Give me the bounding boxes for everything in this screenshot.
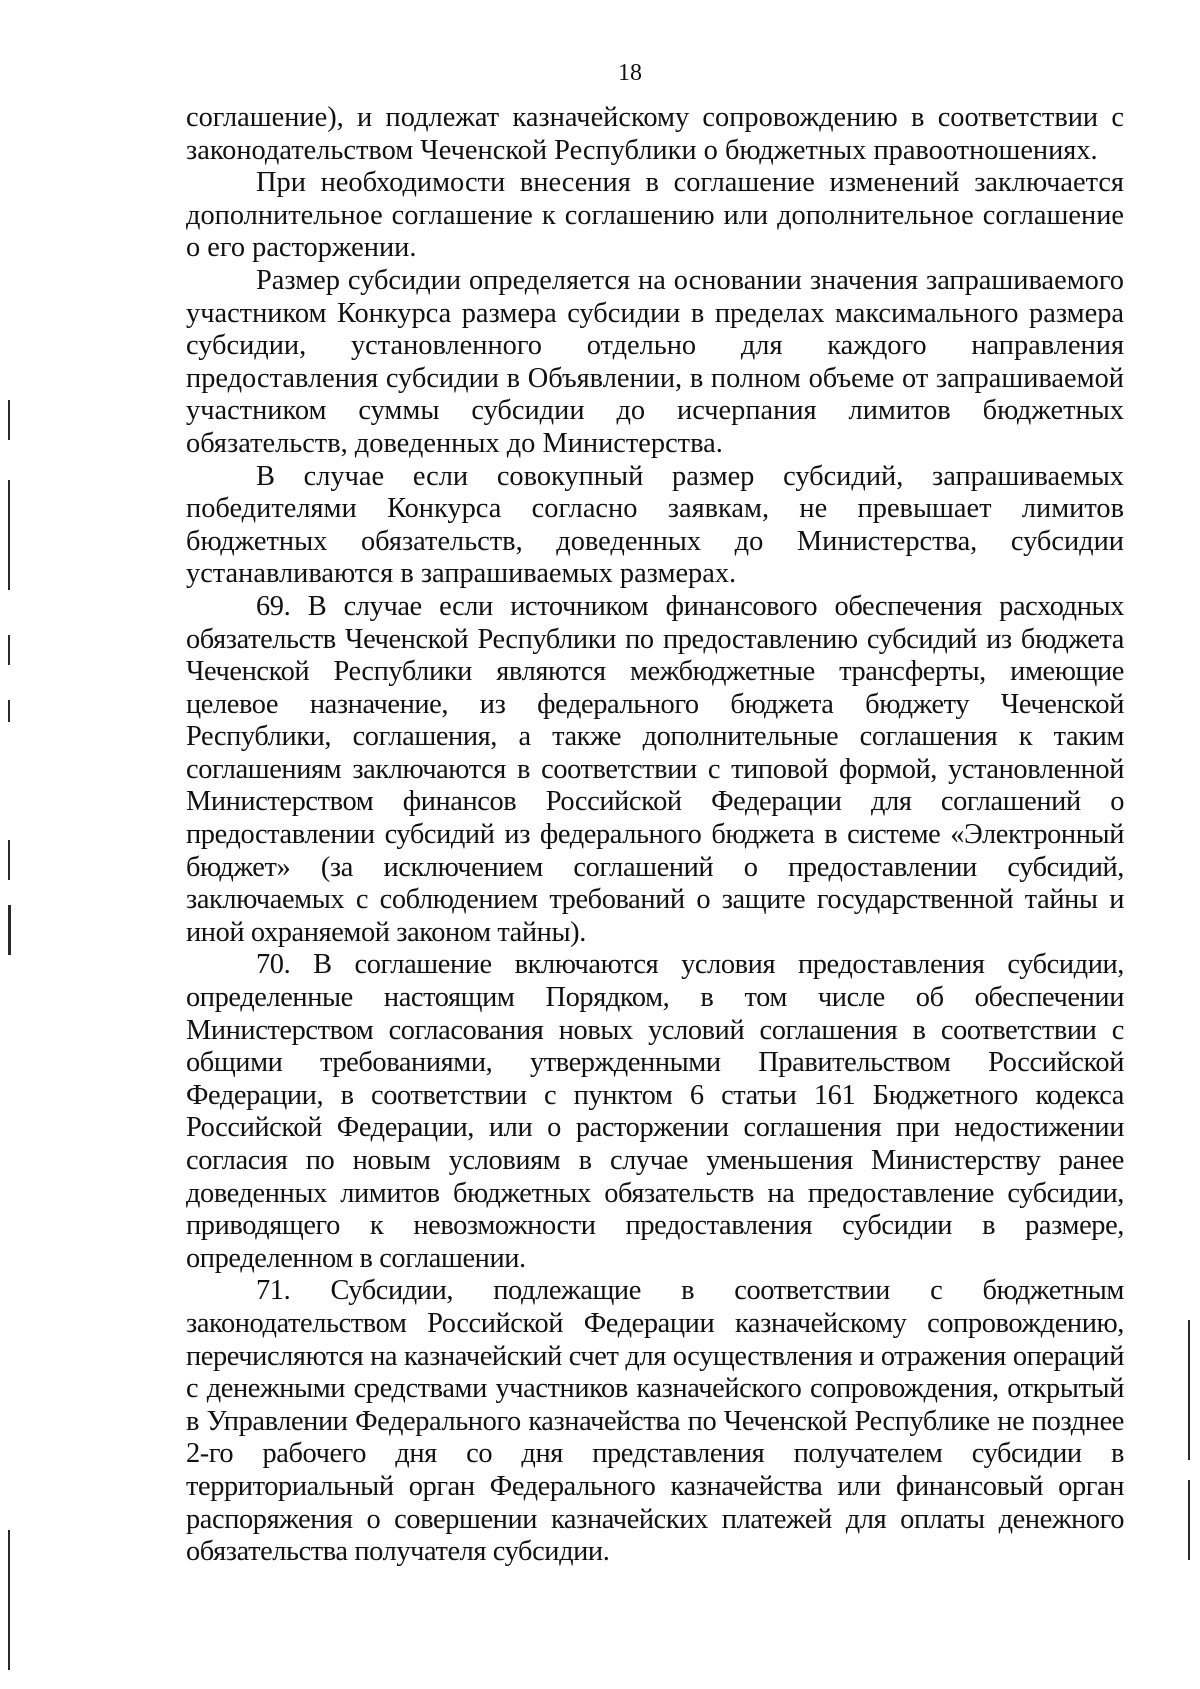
paragraph-amendments: При необходимости внесения в соглашение изменений заключается дополнительное соглашение к соглашению или дополнительное соглашение о его расторжении. (186, 167, 1124, 264)
scan-artifact-right-2 (1188, 1480, 1190, 1560)
paragraph-continuation: соглашение), и подлежат казначейскому сопровождению в соответствии с законодательством Чеченской Республики о бюджетных правоотношениях. (186, 102, 1124, 166)
paragraph-subsidy-size: Размер субсидии определяется на основании значения запрашиваемого участником Конкурса размера субсидии в пределах максимального размера субсидии, установленного отдельно для каждого направления предоставления субсидии в Объявлении, в полном объеме от запрашиваемой участником суммы субсидии до исчерпания лимитов бюджетных обязательств, доведенных до Министерства. (186, 264, 1124, 459)
scan-artifact-left-2 (8, 480, 10, 590)
scan-artifact-left-5 (8, 840, 10, 880)
paragraph-item-71: 71. Субсидии, подлежащие в соответствии с бюджетным законодательством Российской Федерации казначейскому сопровождению, перечисляются на казначейский счет для осуществления и отражения операций с денежными средствами участников казначейского сопровождения, открытый в Управлении Федерального казначейства по Чеченской Республике не позднее 2-го рабочего дня со дня представления получателем субсидии в территориальный орган Федерального казначейства или финансовый орган распоряжения о совершении казначейских платежей для оплаты денежного обязательства получателя субсидии. (186, 1275, 1124, 1568)
scan-artifact-right-1 (1188, 1320, 1190, 1460)
paragraph-total-subsidies: В случае если совокупный размер субсидий, запрашиваемых победителями Конкурса согласно заявкам, не превышает лимитов бюджетных обязательств, доведенных до Министерства, субсидии устанавливаются в запрашиваемых размерах. (186, 460, 1124, 590)
scan-artifact-left-7 (8, 1530, 10, 1670)
scan-artifact-left-4 (8, 700, 10, 722)
scan-artifact-left-1 (8, 400, 10, 440)
scan-artifact-left-3 (8, 635, 10, 665)
scan-artifact-left-6 (8, 905, 11, 955)
page-number: 18 (618, 60, 642, 86)
paragraph-item-69: 69. В случае если источником финансового обеспечения расходных обязательств Чеченской Республики по предоставлению субсидий из бюджета Чеченской Республики являются межбюджетные трансферты, имеющие целевое назначение, из федерального бюджета бюджету Чеченской Республики, соглашения, а также дополнительные соглашения к таким соглашениям заключаются в соответствии с типовой формой, установленной Министерством финансов Российской Федерации для соглашений о предоставлении субсидий из федерального бюджета в системе «Электронный бюджет» (за исключением соглашений о предоставлении субсидий, заключаемых с соблюдением требований о защите государственной тайны и иной охраняемой законом тайны). (186, 590, 1124, 948)
document-body (186, 102, 1124, 1569)
paragraph-item-70: 70. В соглашение включаются условия предоставления субсидии, определенные настоящим Порядком, в том числе об обеспечении Министерством согласования новых условий соглашения в соответствии с общими требованиями, утвержденными Правительством Российской Федерации, в соответствии с пунктом 6 статьи 161 Бюджетного кодекса Российской Федерации, или о расторжении соглашения при недостижении согласия по новым условиям в случае уменьшения Министерству ранее доведенных лимитов бюджетных обязательств на предоставление субсидии, приводящего к невозможности предоставления субсидии в размере, определенном в соглашении. (186, 949, 1124, 1274)
